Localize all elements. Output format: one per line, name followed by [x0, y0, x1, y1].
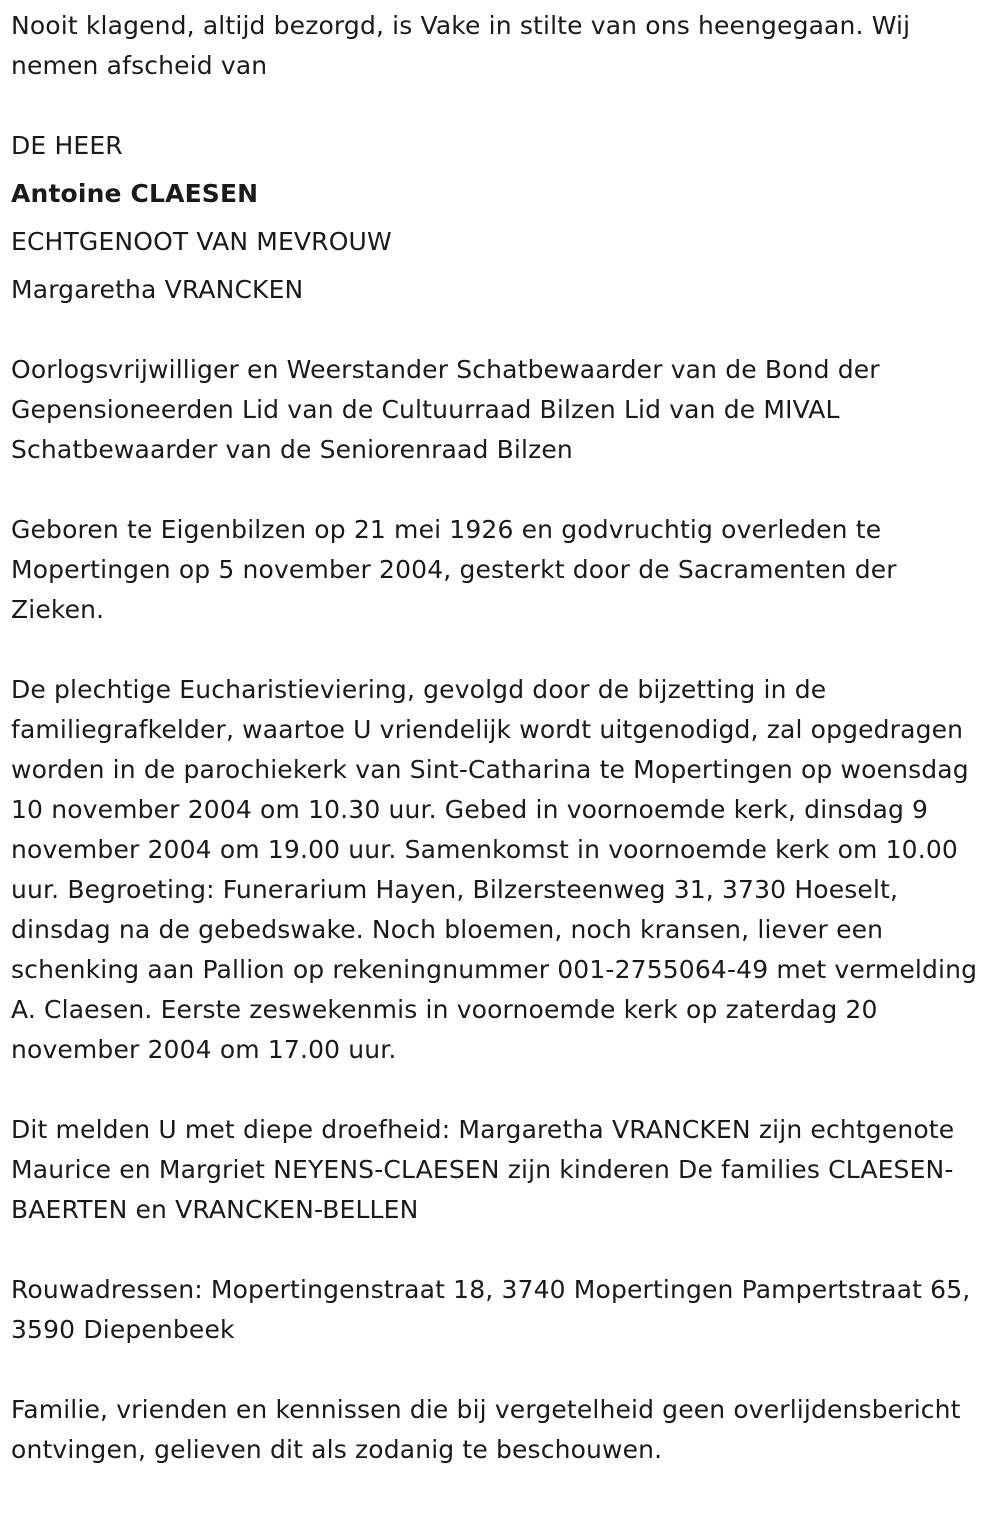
titles-paragraph: Oorlogsvrijwilliger en Weerstander Schatbewaarder van de Bond der Gepensioneerden Lid van de Cultuurraad Bilzen Lid van de MIVAL Schatbewaarder van de Seniorenraad Bilzen [11, 355, 880, 464]
addresses-paragraph: Rouwadressen: Mopertingenstraat 18, 3740 Mopertingen Pampertstraat 65, 3590 Diepenbeek [11, 1275, 971, 1344]
obituary-document [11, 6, 990, 1470]
intro-paragraph: Nooit klagend, altijd bezorgd, is Vake in stilte van ons heengegaan. Wij nemen afscheid van [11, 11, 911, 80]
spouse-name: Margaretha VRANCKEN [11, 275, 304, 304]
family-paragraph: Dit melden U met diepe droefheid: Margaretha VRANCKEN zijn echtgenote Maurice en Margriet NEYENS-CLAESEN zijn kinderen De families CLAESEN-BAERTEN en VRANCKEN-BELLEN [11, 1115, 955, 1224]
spouse-prefix: ECHTGENOOT VAN MEVROUW [11, 227, 392, 256]
title-prefix: DE HEER [11, 131, 123, 160]
birth-death-paragraph: Geboren te Eigenbilzen op 21 mei 1926 en godvruchtig overleden te Mopertingen op 5 november 2004, gesterkt door de Sacramenten der Zieken. [11, 515, 897, 624]
closing-paragraph: Familie, vrienden en kennissen die bij vergetelheid geen overlijdensbericht ontvingen, gelieven dit als zodanig te beschouwen. [11, 1395, 961, 1464]
ceremony-paragraph: De plechtige Eucharistieviering, gevolgd door de bijzetting in de familiegrafkelder, waartoe U vriendelijk wordt uitgenodigd, zal opgedragen worden in de parochiekerk van Sint-Catharina te Mopertingen op woensdag 10 november 2004 om 10.30 uur. Gebed in voornoemde kerk, dinsdag 9 november 2004 om 19.00 uur. Samenkomst in voornoemde kerk om 10.00 uur. Begroeting: Funerarium Hayen, Bilzersteenweg 31, 3730 Hoeselt, dinsdag na de gebedswake. Noch bloemen, noch kransen, liever een schenking aan Pallion op rekeningnummer 001-2755064-49 met vermelding A. Claesen. Eerste zeswekenmis in voornoemde kerk op zaterdag 20 november 2004 om 17.00 uur. [11, 675, 978, 1064]
deceased-name: Antoine CLAESEN [11, 179, 259, 208]
